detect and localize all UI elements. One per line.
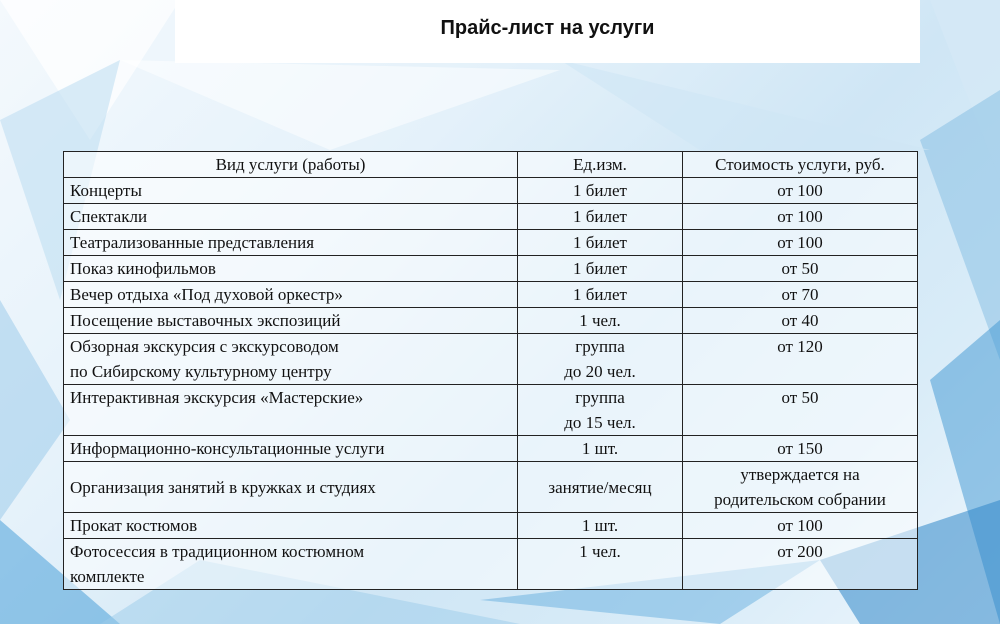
page-title: Прайс-лист на услуги [440, 17, 655, 39]
service-name: Театрализованные представления [64, 230, 518, 256]
header-service: Вид услуги (работы) [64, 152, 518, 178]
unit: занятие/месяц [518, 462, 683, 513]
header-price: Стоимость услуги, руб. [683, 152, 918, 178]
service-name: Посещение выставочных экспозиций [64, 308, 518, 334]
price: от 150 [683, 436, 918, 462]
service-name: Концерты [64, 178, 518, 204]
unit: 1 шт. [518, 436, 683, 462]
table-row [64, 282, 918, 308]
header-unit: Ед.изм. [518, 152, 683, 178]
table-row [64, 308, 918, 334]
price: от 100 [683, 230, 918, 256]
table-row [64, 178, 918, 204]
price: от 50 [683, 385, 918, 436]
table-row [64, 513, 918, 539]
unit: группа до 20 чел. [518, 334, 683, 385]
service-name: Вечер отдыха «Под духовой оркестр» [64, 282, 518, 308]
table-row [64, 230, 918, 256]
table-row [64, 539, 918, 590]
unit: 1 билет [518, 230, 683, 256]
service-name: Интерактивная экскурсия «Мастерские» [64, 385, 518, 436]
unit: 1 шт. [518, 513, 683, 539]
price-list-container [63, 151, 917, 590]
table-row [64, 256, 918, 282]
table-row [64, 462, 918, 513]
price-list-table [63, 151, 918, 590]
unit: 1 чел. [518, 539, 683, 590]
table-row [64, 385, 918, 436]
unit: 1 билет [518, 256, 683, 282]
price: от 50 [683, 256, 918, 282]
service-name: Фотосессия в традиционном костюмном комплекте [64, 539, 518, 590]
table-row [64, 436, 918, 462]
price: от 100 [683, 204, 918, 230]
unit: 1 чел. [518, 308, 683, 334]
unit: 1 билет [518, 178, 683, 204]
price: от 120 [683, 334, 918, 385]
table-header-row [64, 152, 918, 178]
price: от 70 [683, 282, 918, 308]
unit: 1 билет [518, 282, 683, 308]
title-banner [175, 0, 920, 63]
price: от 200 [683, 539, 918, 590]
price: от 100 [683, 178, 918, 204]
price: утверждается на родительском собрании [683, 462, 918, 513]
service-name: Прокат костюмов [64, 513, 518, 539]
service-name: Информационно-консультационные услуги [64, 436, 518, 462]
unit: группа до 15 чел. [518, 385, 683, 436]
service-name: Показ кинофильмов [64, 256, 518, 282]
service-name: Обзорная экскурсия с экскурсоводом по Сибирскому культурному центру [64, 334, 518, 385]
service-name: Спектакли [64, 204, 518, 230]
table-row [64, 204, 918, 230]
price: от 100 [683, 513, 918, 539]
table-row [64, 334, 918, 385]
unit: 1 билет [518, 204, 683, 230]
price: от 40 [683, 308, 918, 334]
service-name: Организация занятий в кружках и студиях [64, 462, 518, 513]
